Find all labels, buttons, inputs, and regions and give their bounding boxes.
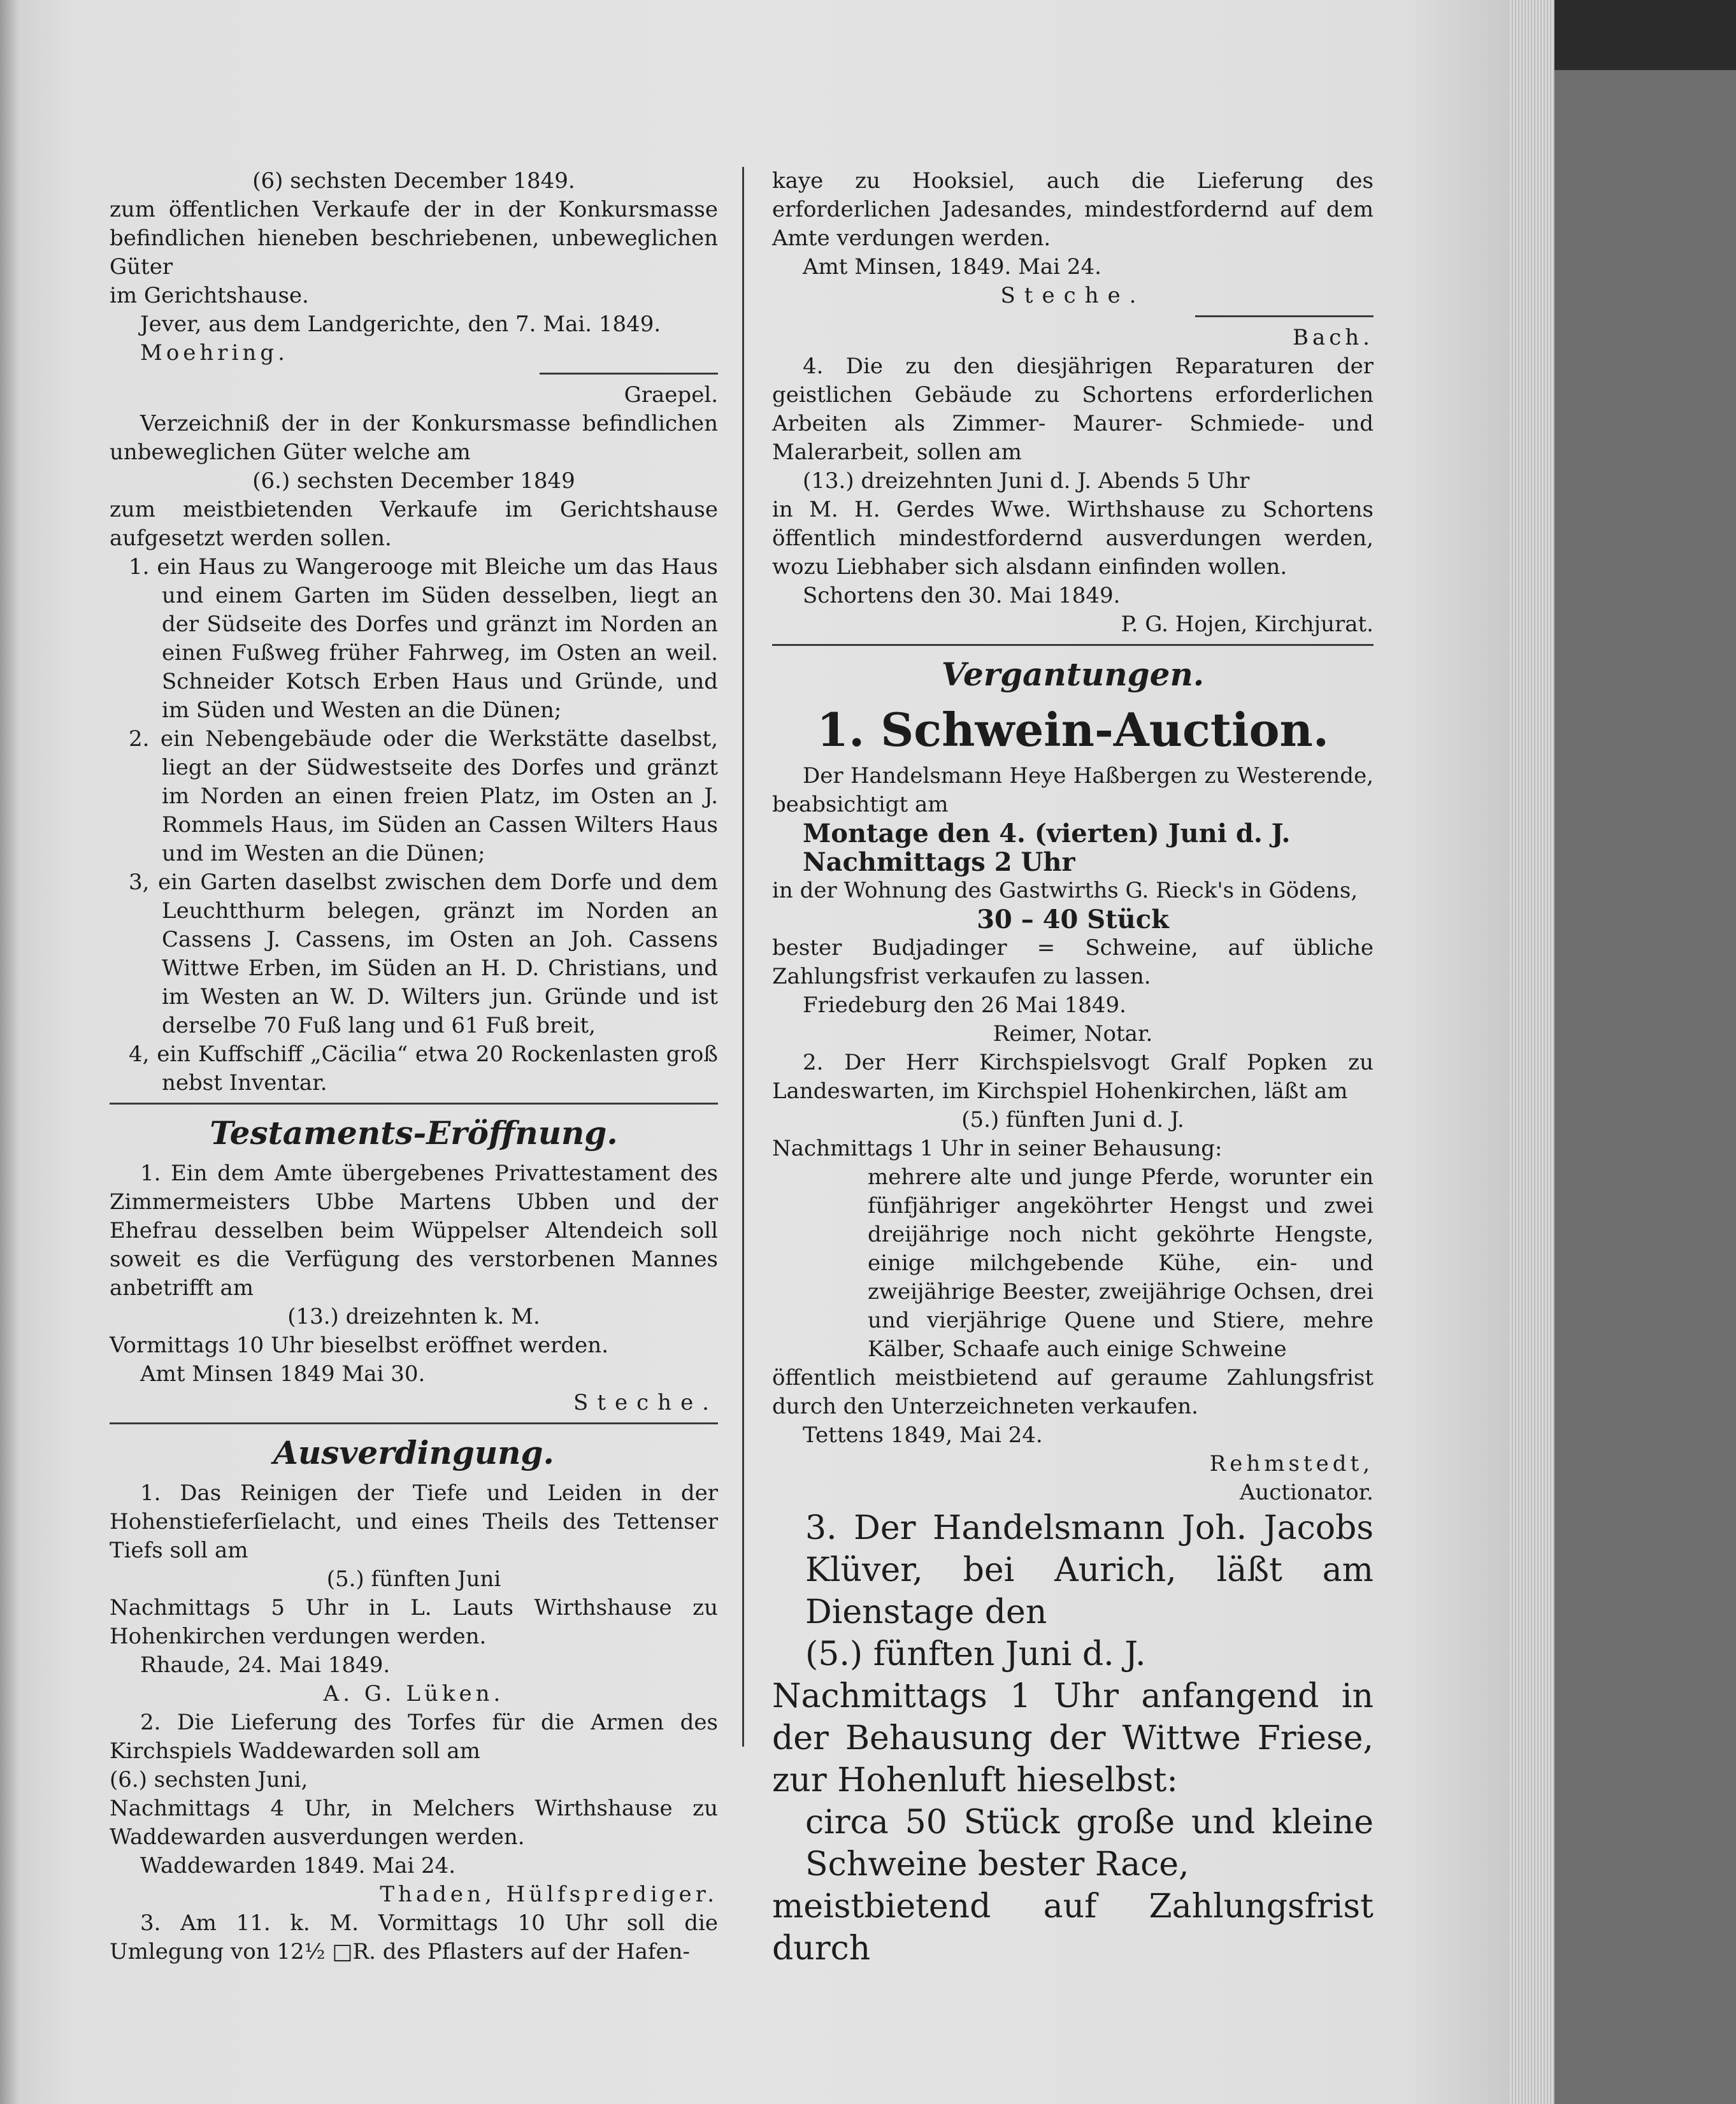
ausv1-place: Rhaude, 24. Mai 1849.	[140, 1652, 391, 1678]
signature-rehmstedt: Rehmstedt,	[1209, 1451, 1374, 1477]
v2-time: Nachmittags 1 Uhr in seiner Behausung:	[772, 1136, 1223, 1161]
ausv3-text: 3. Am 11. k. M. Vormittags 10 Uhr soll die Umlegung von 12½ □R. des Pflasters auf der Hafen-	[110, 1910, 718, 1964]
ausv2-place: Waddewarden 1849. Mai 24.	[140, 1853, 456, 1879]
schwein-location: Friedeburg den 26 Mai 1849.	[803, 992, 1126, 1018]
right-column	[772, 167, 1374, 1970]
ausv2-time: Nachmittags 4 Uhr, in Melchers Wirthshause zu Waddewarden ausverdungen werden.	[110, 1796, 718, 1850]
signature-steche: Steche.	[573, 1390, 718, 1415]
heading-ausverdingung: Ausverdingung.	[273, 1434, 554, 1471]
list-item: 2. ein Nebengebäude oder die Werkstätte daselbst, liegt an der Südwestseite des Dorfes und gränzt im Norden an einen freien Platz, im Osten an J. Rommels Haus, im Süden an Cassen Wilters Haus und im Westen an die Dünen;	[129, 726, 718, 866]
v2-list: mehrere alte und junge Pferde, worunter ein fünfjähriger angeköhrter Hengst und zwei dreijährige noch nicht geköhrte Hengste, einige milchgebende Kühe, ein- und zweijährige Beester, zweijährige Ochsen, drei und vierjährige Quene und Stiere, mehre Kälber, Schaafe auch einige Schweine	[868, 1164, 1374, 1362]
v2-text: 2. Der Herr Kirchspielsvogt Gralf Popken zu Landeswarten, im Kirchspiel Hohenkirchen, läßt am	[772, 1050, 1374, 1104]
divider	[110, 1103, 718, 1105]
signature-lueken: A. G. Lüken.	[323, 1681, 505, 1707]
signature-reimer: Reimer, Notar.	[993, 1021, 1153, 1047]
v2-place: Tettens 1849, Mai 24.	[803, 1422, 1043, 1448]
v3-text: 3. Der Handelsmann Joh. Jacobs Klüver, bei Aurich, läßt am Dienstage den	[805, 1509, 1374, 1631]
signature-bach: Bach.	[1292, 325, 1374, 350]
item4-date: (13.) dreizehnten Juni d. J. Abends 5 Uhr	[803, 468, 1250, 494]
schwein-intro: Der Handelsmann Heye Haßbergen zu Westerende, beabsichtigt am	[772, 763, 1374, 817]
ausv1-date: (5.) fünften Juni	[326, 1566, 501, 1592]
v3-date: (5.) fünften Juni d. J.	[805, 1635, 1146, 1673]
item4-tail: in M. H. Gerdes Wwe. Wirthshause zu Schortens öffentlich mindestfordernd ausverdungen werden, wozu Liebhaber sich alsdann einfinden wollen.	[772, 497, 1374, 580]
divider	[110, 1422, 718, 1424]
signature-graepel: Graepel.	[624, 382, 718, 408]
verzeichniss-intro: Verzeichniß der in der Konkursmasse befindlichen unbeweglichen Güter welche am	[110, 411, 718, 465]
auction-location: im Gerichtshause.	[110, 283, 309, 308]
ausv1-time: Nachmittags 5 Uhr in L. Lauts Wirthshause zu Hohenkirchen verdungen werden.	[110, 1595, 718, 1649]
schwein-count: 30 – 40 Stück	[977, 905, 1169, 934]
verzeichniss-tail: zum meistbietenden Verkaufe im Gerichtshause aufgesetzt werden sollen.	[110, 497, 718, 551]
v2-tail: öffentlich meistbietend auf geraume Zahlungsfrist durch den Unterzeichneten verkaufen.	[772, 1365, 1374, 1419]
heading-testament: Testaments-Eröffnung.	[210, 1114, 618, 1152]
v2-date: (5.) fünften Juni d. J.	[961, 1107, 1184, 1133]
testament-text: 1. Ein dem Amte übergebenes Privattestament des Zimmermeisters Ubbe Martens Ubben und der Ehefrau desselben beim Wüppelser Altendeich soll soweit es die Verfügung des verstorbenen Mannes anbetrifft am	[110, 1161, 718, 1301]
list-item: 4, ein Kuffschiff „Cäcilia“ etwa 20 Rockenlasten groß nebst Inventar.	[129, 1041, 718, 1096]
v3-goods: circa 50 Stück große und kleine Schweine bester Race,	[805, 1803, 1374, 1884]
heading-vergantungen: Vergantungen.	[941, 655, 1205, 693]
list-item: 3, ein Garten daselbst zwischen dem Dorfe und dem Leuchtthurm belegen, gränzt im Norden an Cassens J. Cassens, im Osten an Joh. Cassens Wittwe Erben, im Süden an H. D. Christians, und im Westen an W. D. Wilters jun. Gründe und ist derselbe 70 Fuß lang und 61 Fuß breit,	[129, 870, 718, 1038]
schwein-tail: bester Budjadinger = Schweine, auf übliche Zahlungsfrist verkaufen zu lassen.	[772, 935, 1374, 989]
ausv1-text: 1. Das Reinigen der Tiefe und Leiden in der Hohenstieferſielacht, und eines Theils des Tettenser Tiefs soll am	[110, 1480, 718, 1563]
signature-auctionator: Auctionator.	[1239, 1480, 1374, 1505]
divider	[540, 373, 718, 375]
continuation-place: Amt Minsen, 1849. Mai 24.	[803, 254, 1101, 280]
testament-time: Vormittags 10 Uhr bieselbst eröffnet werden.	[110, 1333, 609, 1358]
continuation-text: kaye zu Hooksiel, auch die Lieferung des erforderlichen Jadesandes, mindestfordernd auf dem Amte verdungen werden.	[772, 168, 1374, 251]
list-item: 1. ein Haus zu Wangerooge mit Bleiche um das Haus und einem Garten im Süden desselben, liegt an der Südseite des Dorfes und gränzt im Norden an einen Fußweg früher Fahrweg, im Osten an weil. Schneider Kotsch Erben Haus und Gründe, und im Süden und Westen an die Dünen;	[129, 554, 718, 723]
page-edges	[1510, 0, 1554, 2104]
v3-last: meistbietend auf Zahlungsfrist durch	[772, 1887, 1374, 1968]
heading-schwein-auction: 1. Schwein-Auction.	[817, 703, 1329, 757]
signature-steche: Steche.	[1000, 283, 1145, 308]
divider	[772, 644, 1374, 646]
signature-thaden: Thaden, Hülfsprediger.	[380, 1882, 718, 1907]
testament-date: (13.) dreizehnten k. M.	[287, 1304, 540, 1329]
auction-text: zum öffentlichen Verkaufe der in der Konkursmasse befindlichen hieneben beschriebenen, unbeweglichen Güter	[110, 197, 718, 280]
signature-hojen: P. G. Hojen, Kirchjurat.	[1121, 612, 1374, 637]
auction-date: (6) sechsten December 1849.	[252, 168, 575, 194]
left-column	[110, 167, 718, 1966]
auction-place-date: Jever, aus dem Landgerichte, den 7. Mai. 1849.	[140, 311, 661, 337]
ausv2-date: (6.) sechsten Juni,	[110, 1767, 308, 1793]
v3-tail: Nachmittags 1 Uhr anfangend in der Behausung der Wittwe Friese, zur Hohenluft hieselbst:	[772, 1677, 1374, 1800]
schwein-date: Montage den 4. (vierten) Juni d. J.	[803, 819, 1291, 848]
divider	[1195, 315, 1374, 317]
schwein-time: Nachmittags 2 Uhr	[803, 847, 1075, 877]
schwein-place: in der Wohnung des Gastwirths G. Rieck's in Gödens,	[772, 878, 1358, 903]
ausv2-text: 2. Die Lieferung des Torfes für die Armen des Kirchspiels Waddewarden soll am	[110, 1710, 718, 1764]
item4-text: 4. Die zu den diesjährigen Reparaturen der geistlichen Gebäude zu Schortens erforderlichen Arbeiten als Zimmer- Maurer- Schmiede- und Malerarbeit, sollen am	[772, 354, 1374, 465]
verzeichniss-date: (6.) sechsten December 1849	[252, 468, 575, 494]
item4-place: Schortens den 30. Mai 1849.	[803, 583, 1121, 608]
book-cover	[1554, 70, 1736, 2104]
column-divider	[742, 167, 744, 1747]
signature-moehring: Moehring.	[140, 340, 289, 366]
testament-place: Amt Minsen 1849 Mai 30.	[140, 1361, 426, 1387]
